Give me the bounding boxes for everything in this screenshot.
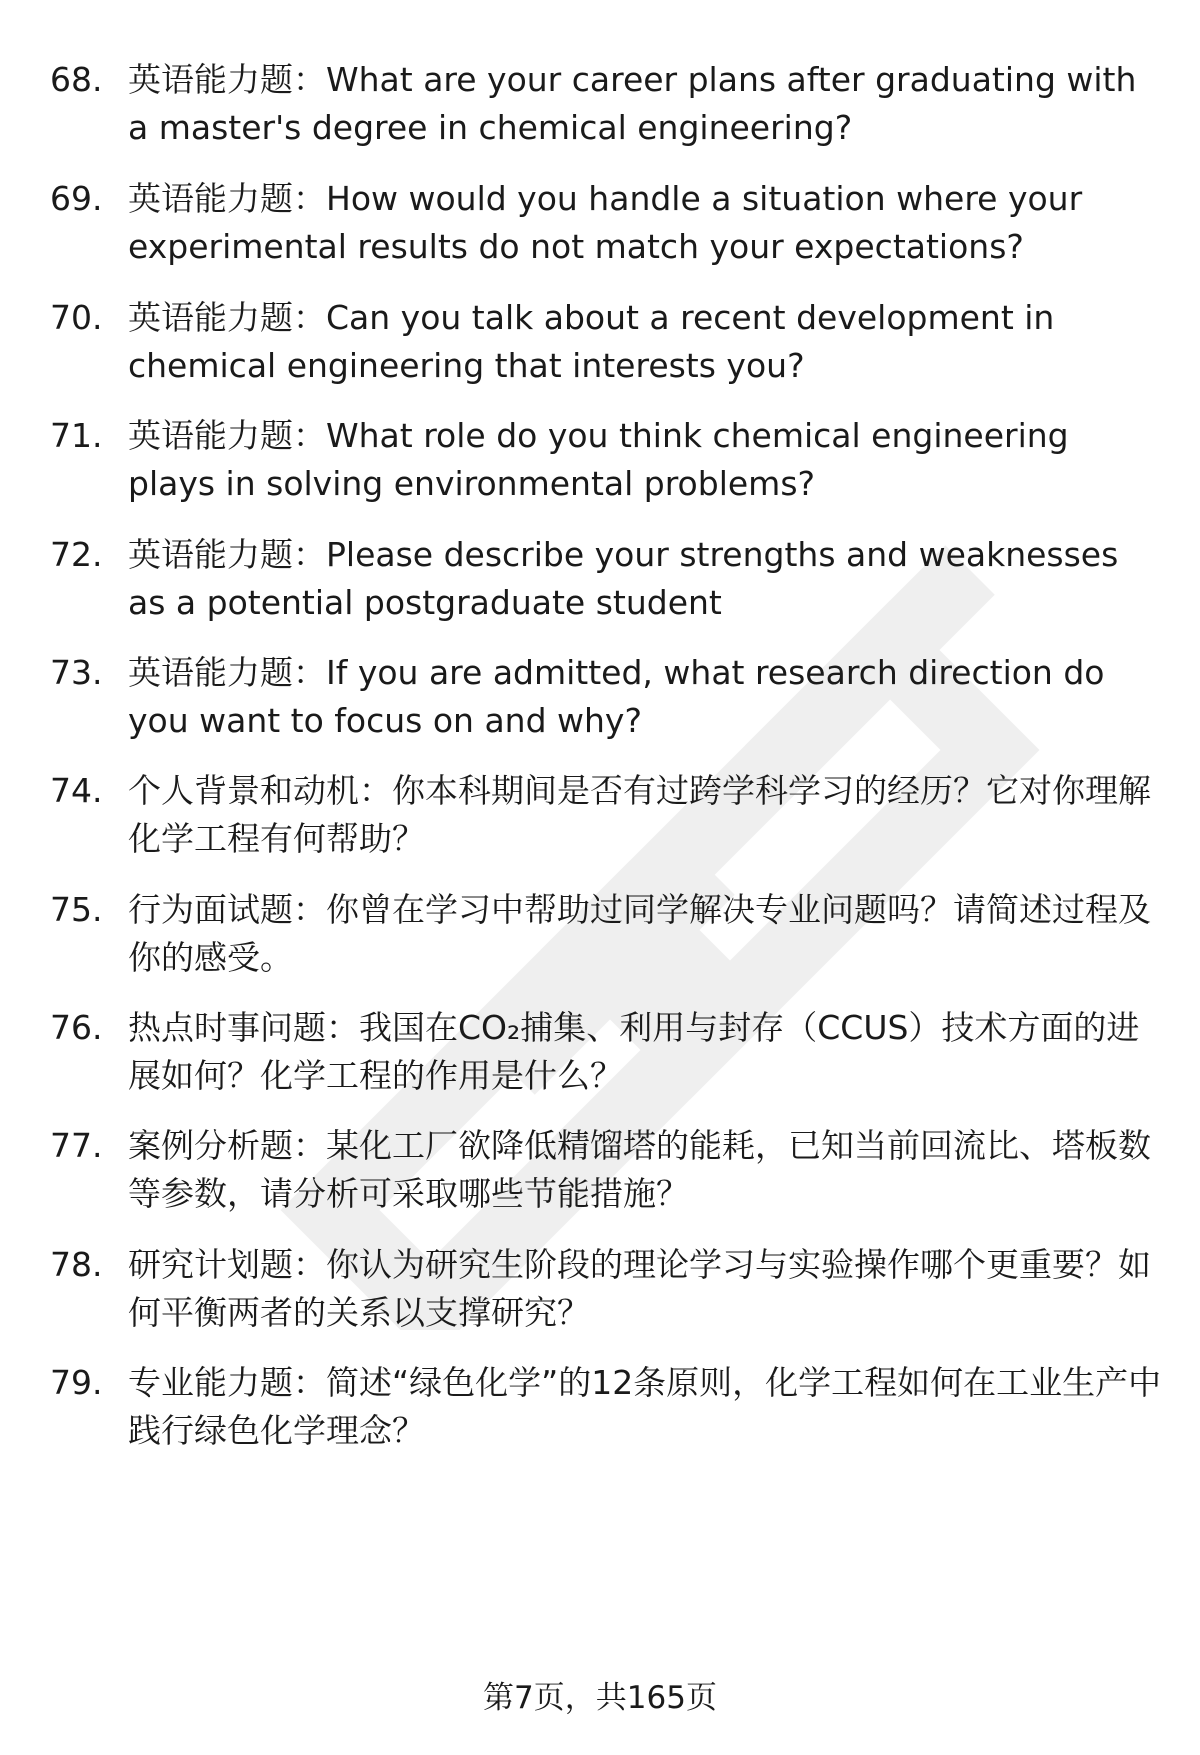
question-number: 68. bbox=[50, 60, 103, 99]
question-number: 75. bbox=[50, 890, 103, 929]
question-item-76 bbox=[50, 1004, 1160, 1114]
question-text: 英语能力题：How would you handle a situation where your experimental results do not match your expectations? bbox=[128, 179, 1083, 266]
question-number: 71. bbox=[50, 416, 103, 455]
question-number: 72. bbox=[50, 535, 103, 574]
question-text: 英语能力题：What are your career plans after graduating with a master's degree in chemical engineering? bbox=[128, 60, 1137, 147]
question-number: 70. bbox=[50, 298, 103, 337]
question-text: 英语能力题：If you are admitted, what research direction do you want to focus on and why? bbox=[128, 653, 1105, 740]
question-item-69 bbox=[50, 175, 1160, 285]
question-text: 英语能力题：Can you talk about a recent development in chemical engineering that interests you? bbox=[128, 298, 1055, 385]
question-item-73 bbox=[50, 649, 1160, 759]
question-number: 76. bbox=[50, 1008, 103, 1047]
question-item-79 bbox=[50, 1359, 1160, 1469]
question-text: 英语能力题：Please describe your strengths and weaknesses as a potential postgraduate student bbox=[128, 535, 1119, 622]
question-item-75 bbox=[50, 886, 1160, 996]
question-number: 79. bbox=[50, 1363, 103, 1402]
question-text: 研究计划题：你认为研究生阶段的理论学习与实验操作哪个更重要？如何平衡两者的关系以支撑研究？ bbox=[128, 1245, 1151, 1332]
question-text: 行为面试题：你曾在学习中帮助过同学解决专业问题吗？请简述过程及你的感受。 bbox=[128, 890, 1151, 977]
question-text: 个人背景和动机：你本科期间是否有过跨学科学习的经历？它对你理解化学工程有何帮助？ bbox=[128, 771, 1151, 858]
question-number: 77. bbox=[50, 1126, 103, 1165]
question-number: 73. bbox=[50, 653, 103, 692]
question-text: 专业能力题：简述“绿色化学”的12条原则，化学工程如何在工业生产中践行绿色化学理念？ bbox=[128, 1363, 1162, 1450]
question-text: 英语能力题：What role do you think chemical engineering plays in solving environmental problems? bbox=[128, 416, 1069, 503]
question-number: 69. bbox=[50, 179, 103, 218]
question-item-77 bbox=[50, 1122, 1160, 1232]
question-text: 案例分析题：某化工厂欲降低精馏塔的能耗，已知当前回流比、塔板数等参数，请分析可采取哪些节能措施？ bbox=[128, 1126, 1151, 1213]
page-number-footer: 第7页，共165页 bbox=[483, 1680, 717, 1716]
question-item-72 bbox=[50, 531, 1160, 641]
question-item-70 bbox=[50, 294, 1160, 404]
question-item-78 bbox=[50, 1241, 1160, 1351]
question-number: 74. bbox=[50, 771, 103, 810]
question-text: 热点时事问题：我国在CO₂捕集、利用与封存（CCUS）技术方面的进展如何？化学工程的作用是什么？ bbox=[128, 1008, 1140, 1095]
question-item-68 bbox=[50, 56, 1160, 166]
question-item-74 bbox=[50, 767, 1160, 877]
question-item-71 bbox=[50, 412, 1160, 522]
question-number: 78. bbox=[50, 1245, 103, 1284]
